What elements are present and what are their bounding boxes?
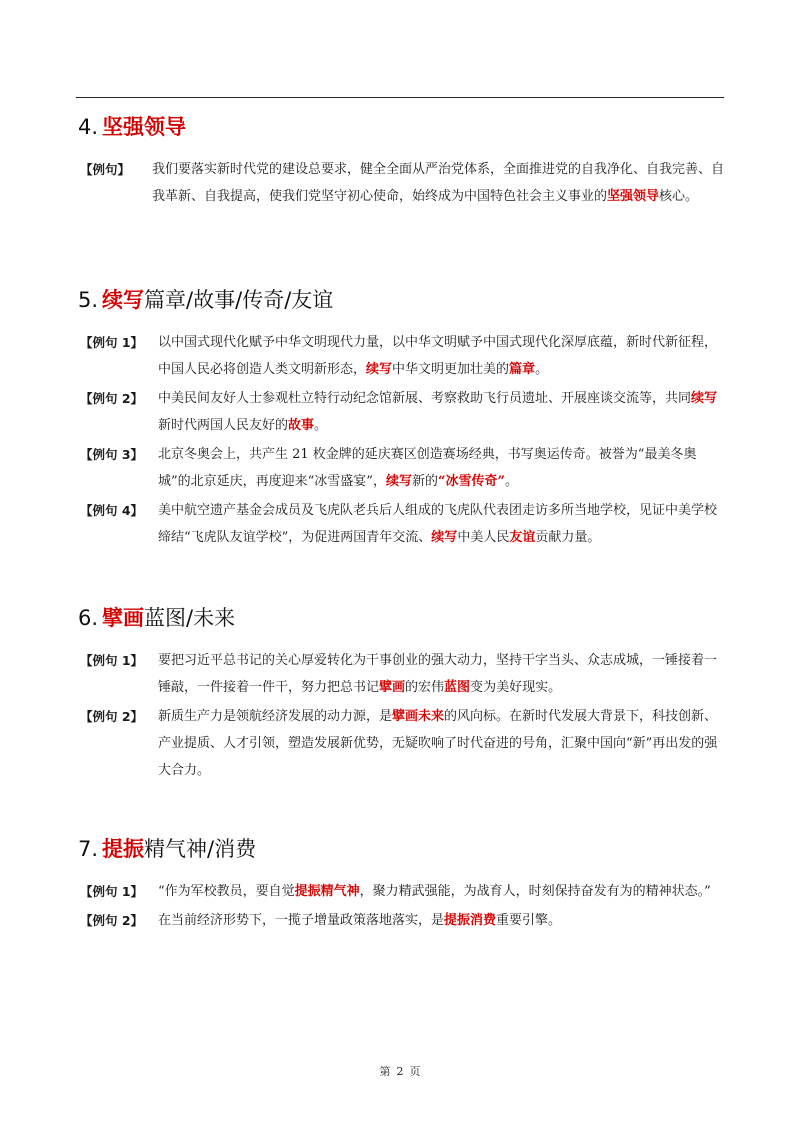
highlighted-keyword: 续写 xyxy=(366,362,393,377)
section-heading: 6. 擘画蓝图/未来 xyxy=(78,606,236,630)
highlighted-keyword: 提振精气神 xyxy=(294,884,360,899)
sentence-text: 中美人民 xyxy=(457,530,510,545)
sentence-text: 要把习近平总书记的关心厚爱转化为干事创业的强大动力，坚持干字当头、众志成城，一锤接着一锤敲，一件接着一件干，努力把总书记 xyxy=(158,653,718,695)
example-label: 【例句 1】 xyxy=(80,653,144,668)
section-heading: 4. 坚强领导 xyxy=(78,115,187,139)
example-text xyxy=(152,162,724,204)
highlighted-keyword: 擘画 xyxy=(379,680,406,695)
highlighted-keyword: 篇章 xyxy=(509,362,536,377)
sentence-text: 中美民间友好人士参观杜立特行动纪念馆新展、考察救助飞行员遗址、开展座谈交流等，共同 xyxy=(158,391,692,406)
example-sentence xyxy=(76,703,726,784)
example-text xyxy=(158,913,561,928)
highlighted-keyword: 擘画未来 xyxy=(392,709,445,724)
example-sentence xyxy=(76,156,726,210)
sentence-text: 新时代两国人民友好的 xyxy=(158,418,289,433)
example-label: 【例句 4】 xyxy=(80,503,144,518)
sentence-text: 。 xyxy=(504,474,518,489)
highlighted-keyword: 故事 xyxy=(288,418,315,433)
example-sentence xyxy=(76,329,726,383)
section-heading: 7. 提振精气神/消费 xyxy=(78,837,257,861)
section-4 xyxy=(76,112,726,212)
example-text xyxy=(158,335,717,377)
sentence-text: 的宏伟 xyxy=(405,680,445,695)
example-sentence xyxy=(76,441,726,495)
sentence-text: 新的 xyxy=(411,474,438,489)
example-label: 【例句 3】 xyxy=(80,447,144,462)
page-number: 2 xyxy=(396,1065,404,1078)
sentence-text: 北京冬奥会上，共产生 21 枚金牌的延庆赛区创造赛场经典，书写奥运传奇。被誉为“最美冬奥城”的北京延庆，再度迎来“冰雪盛宴”， xyxy=(158,447,697,489)
sentence-text: 的风向标。在新时代发展大背景下，科技创新、产业提质、人才引领，塑造发展新优势，无疑吹响了时代奋进的号角，汇聚中国向“新”再出发的强大合力。 xyxy=(158,709,718,778)
example-label: 【例句 2】 xyxy=(80,913,144,928)
example-text xyxy=(158,709,717,778)
example-sentence xyxy=(76,497,726,551)
highlighted-keyword: 坚强领导 xyxy=(607,189,660,204)
section-6 xyxy=(76,603,726,786)
example-label: 【例句 1】 xyxy=(80,884,144,899)
sentence-text: 重要引擎。 xyxy=(496,913,562,928)
sentence-text: 以中国式现代化赋予中华文明现代力量，以中华文明赋予中国式现代化深厚底蕴，新时代新征程，中国人民必将创造人类文明新形态， xyxy=(158,335,718,377)
sentence-text: 核心。 xyxy=(659,189,699,204)
sentence-text: 变为美好现实。 xyxy=(470,680,562,695)
highlighted-keyword: 友谊 xyxy=(509,530,536,545)
sentence-text: 。 xyxy=(314,418,328,433)
sentence-text: ，聚力精武强能，为战育人，时刻保持奋发有为的精神状态。” xyxy=(359,884,711,899)
example-text xyxy=(158,447,696,489)
highlighted-keyword: 续写 xyxy=(431,530,458,545)
sentence-text: 。 xyxy=(535,362,549,377)
highlighted-keyword: “冰雪传奇” xyxy=(437,474,505,489)
example-text xyxy=(158,884,711,899)
sentence-text: 我们要落实新时代党的建设总要求，健全全面从严治党体系，全面推进党的自我净化、自我完善、自我革新、自我提高，使我们党坚守初心使命，始终成为中国特色社会主义事业的 xyxy=(152,162,725,204)
example-sentence xyxy=(76,907,726,934)
highlighted-keyword: 续写 xyxy=(385,474,412,489)
top-divider xyxy=(76,97,724,98)
example-text xyxy=(158,391,717,433)
example-label: 【例句 2】 xyxy=(80,391,144,406)
example-sentence xyxy=(76,385,726,439)
highlighted-keyword: 续写 xyxy=(691,391,718,406)
section-5 xyxy=(76,285,726,553)
sentence-text: 中华文明更加壮美的 xyxy=(392,362,510,377)
example-text xyxy=(158,653,717,695)
example-label: 【例句 2】 xyxy=(80,709,144,724)
sentence-text: 在当前经济形势下，一揽子增量政策落地落实，是 xyxy=(158,913,445,928)
page-footer: 第 2 页 xyxy=(379,1065,421,1078)
example-sentence xyxy=(76,878,726,905)
example-sentence xyxy=(76,647,726,701)
sentence-text: 贡献力量。 xyxy=(535,530,601,545)
sentence-text: 新质生产力是领航经济发展的动力源，是 xyxy=(158,709,393,724)
sentence-text: “作为军校教员，要自觉 xyxy=(158,884,295,899)
section-heading: 5. 续写篇章/故事/传奇/友谊 xyxy=(78,288,334,312)
example-label: 【例句 1】 xyxy=(80,335,144,350)
example-label: 【例句】 xyxy=(80,162,131,177)
highlighted-keyword: 提振消费 xyxy=(444,913,497,928)
sentence-text: 美中航空遗产基金会成员及飞虎队老兵后人组成的飞虎队代表团走访多所当地学校，见证中美学校缔结“飞虎队友谊学校”，为促进两国青年交流、 xyxy=(158,503,718,545)
example-text xyxy=(158,503,717,545)
highlighted-keyword: 蓝图 xyxy=(444,680,471,695)
section-7 xyxy=(76,834,726,936)
